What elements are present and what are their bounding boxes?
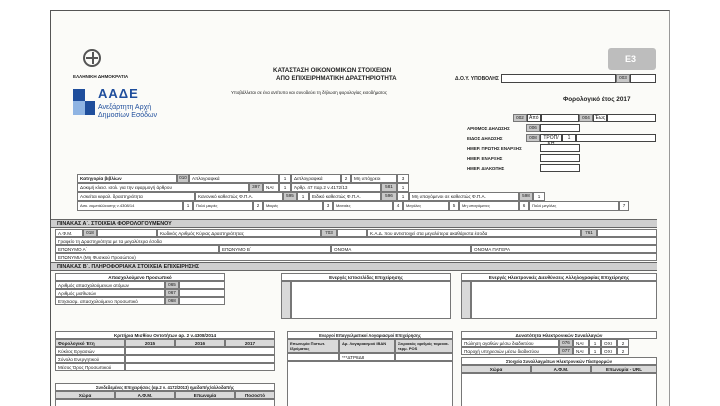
linked-title: Συνδεδεμένες Επιχειρήσεις (αρ.2 ν. 4172/2013) ημεδαπής/αλλοδαπής	[55, 383, 275, 391]
form-code-badge	[608, 48, 656, 70]
staff-row-2-code: 067	[165, 289, 179, 297]
staff-row-3-label: Ετησιασμ. απασχολούμενο προσωπικό	[55, 297, 165, 305]
staff-row-3-value[interactable]	[179, 297, 225, 305]
staff-title: Απασχολούμενο Προσωπικό	[55, 273, 225, 281]
period-to-code: 004	[579, 114, 593, 122]
books-category-label: Κατηγορία βιβλίων	[77, 174, 177, 183]
entity-size-label: Ασκ. εκμετάλλευσης ν.4308/14	[77, 201, 183, 211]
amendment-value[interactable]: 1	[562, 134, 576, 142]
bank-row-iban[interactable]: ***ΔΤΡ8Δ8	[339, 353, 395, 361]
ecommerce-services-yes: ΝΑΙ	[573, 347, 589, 355]
bank-row-institution[interactable]	[287, 353, 339, 361]
ecommerce-goods-no-check[interactable]: 2	[617, 339, 629, 347]
criteria-row-1-values[interactable]	[125, 347, 275, 355]
doy-code: 003	[616, 74, 630, 83]
surname-a[interactable]: ΕΠΩΝΥΜΟ Α΄	[55, 245, 219, 253]
emails-list[interactable]	[471, 281, 657, 319]
form-title-line-1: ΚΑΤΑΣΤΑΣΗ ΟΙΚΟΝΟΜΙΚΩΝ ΣΤΟΙΧΕΙΩΝ	[273, 67, 392, 74]
category-table	[77, 174, 639, 218]
form-subtitle: Υποβάλλεται σε ένα αντίτυπο και συνοδεύει τη δήλωση φορολογίας εισοδήματος	[231, 90, 387, 95]
platforms-head-url: Επωνυμία - URL	[591, 365, 657, 373]
platforms-title: Στοιχεία Συναλλαγμάτων Ηλεκτρονικών Πλατφορμών	[461, 357, 657, 365]
period-to-field[interactable]: Έως	[595, 115, 606, 121]
size-medium: Μεσαίες	[333, 201, 393, 211]
ecommerce-services-no-check[interactable]: 2	[617, 347, 629, 355]
form-title-line-2: ΑΠΟ ΕΠΙΧΕΙΡΗΜΑΤΙΚΗ ΔΡΑΣΤΗΡΙΟΤΗΤΑ	[276, 75, 397, 82]
declaration-type-code: 008	[526, 134, 540, 142]
vat-special-code: 596	[381, 192, 397, 201]
declaration-type-extra[interactable]	[576, 134, 656, 142]
father-name[interactable]: ΟΝΟΜΑ ΠΑΤΕΡΑ	[471, 245, 657, 253]
criteria-head-2017: 2017	[225, 339, 275, 347]
balance-test-code: 397	[249, 183, 263, 192]
greek-emblem-icon	[83, 49, 101, 67]
size-very-large: Πολύ μεγάλες	[529, 201, 619, 211]
form-e3-page	[50, 10, 670, 406]
first-name[interactable]: ΟΝΟΜΑ	[331, 245, 471, 253]
ecommerce-services-code: 077	[559, 347, 573, 355]
websites-num-col	[281, 281, 291, 319]
platforms-head-afm: Α.Φ.Μ.	[531, 365, 591, 373]
size-very-small: Πολύ μικρές	[193, 201, 253, 211]
balance-test-check[interactable]: 1	[279, 183, 291, 192]
not-obliged-check[interactable]: 3	[397, 174, 409, 183]
first-start-date-label: ΗΜΕΡ. ΠΡΩΤΗΣ ΕΝΑΡΞΗΣ	[467, 146, 522, 151]
company-name[interactable]: ΕΠΩΝΥΜΙΑ (Μη Φυσικού Προσώπου)	[55, 253, 657, 261]
declaration-number-code: 006	[526, 124, 540, 132]
aade-fullname-1: Ανεξάρτητη Αρχή	[98, 104, 152, 111]
size-none: Μη υπαγόμενες	[459, 201, 519, 211]
declaration-type-label: ΕΙΔΟΣ ΔΗΛΩΣΗΣ	[467, 136, 503, 141]
period-to-value[interactable]	[607, 114, 656, 122]
aade-fullname-2: Δημοσίων Εσόδων	[98, 112, 158, 119]
websites-list[interactable]	[291, 281, 451, 319]
linked-head-country: Χώρα	[55, 391, 115, 399]
criteria-head-2016: 2016	[175, 339, 225, 347]
branch-label: Γραφείο τη Δραστηριότητα με τα μεγαλύτερα έσοδα	[55, 237, 657, 245]
criteria-title: Κριτήρια Μισθίου Οντοτήτων αρ. 2 ν.4308/2014	[55, 331, 275, 339]
declaration-number-label: ΑΡΙΘΜΟΣ ΔΗΛΩΣΗΣ	[467, 126, 510, 131]
bank-head-iban: Αρ. Λογαριασμού IBAN	[339, 339, 395, 353]
ecommerce-goods-yes: ΝΑΙ	[573, 339, 589, 347]
amendment-label: ΤΡΟΠ/	[540, 134, 562, 142]
stop-date-label: ΗΜΕΡ. ΔΙΑΚΟΠΗΣ	[467, 166, 505, 171]
staff-row-1-code: 065	[165, 281, 179, 289]
vat-normal-code: 595	[283, 192, 297, 201]
ecommerce-goods-no: ΟΧΙ	[601, 339, 617, 347]
balance-test-label: Δοκιμή κλεισ. ισολ. για την εφαρμογή άρθρου	[77, 183, 249, 192]
form-code: Ε3	[625, 54, 637, 64]
afm-code: 018	[83, 229, 97, 237]
staff-row-1-value[interactable]	[179, 281, 225, 289]
declaration-number-field[interactable]	[540, 124, 580, 132]
section-b-header: ΠΙΝΑΚΑΣ Β΄. ΠΛΗΡΟΦΟΡΙΑΚΑ ΣΤΟΙΧΕΙΑ ΕΠΙΧΕΙΡΗΣΗΣ	[51, 262, 657, 271]
aade-logo-mark-icon	[73, 89, 95, 115]
bank-title: Ενεργοί Επαγγελματικοί Λογαριασμοί Επιχείρησης	[287, 331, 453, 339]
size-6[interactable]: 6	[519, 201, 529, 211]
emails-num-col	[461, 281, 471, 319]
ecommerce-goods-code: 076	[559, 339, 573, 347]
tax-year: Φορολογικό έτος 2017	[563, 96, 631, 103]
first-start-date-field[interactable]	[540, 144, 580, 152]
platforms-rows[interactable]	[461, 373, 657, 406]
simple-entry-check[interactable]: 1	[279, 174, 291, 183]
ecommerce-title: Δυνατότητα Ηλεκτρονικών Συναλλαγών	[461, 331, 657, 339]
balance-test-yes: ΝΑΙ	[263, 183, 279, 192]
size-4[interactable]: 4	[393, 201, 403, 211]
size-small: Μικρές	[263, 201, 323, 211]
linked-head-pct: Ποσοστό	[235, 391, 275, 399]
start-date-field[interactable]	[540, 154, 580, 162]
criteria-row-3-values[interactable]	[125, 363, 275, 371]
start-date-label: ΗΜΕΡ. ΕΝΑΡΞΗΣ	[467, 156, 503, 161]
simple-entry-label: Απλογραφικά	[189, 174, 279, 183]
ecommerce-services-label: Παροχή υπηρεσιών μέσω διαδικτύου	[461, 347, 559, 355]
doy-field[interactable]	[501, 74, 616, 83]
vat-special-check[interactable]: 1	[397, 192, 409, 201]
ecommerce-goods-yes-check[interactable]: 1	[589, 339, 601, 347]
size-7[interactable]: 7	[619, 201, 629, 211]
period-from-field[interactable]: Από	[527, 114, 541, 122]
doy-value[interactable]	[630, 74, 656, 83]
double-entry-label: Διπλογραφικά	[291, 174, 341, 183]
article-47-code: 581	[381, 183, 397, 192]
size-1[interactable]: 1	[183, 201, 193, 211]
kad-label: Κωδικός Αριθμός Κύριας Δραστηριότητας	[157, 229, 321, 237]
section-a-header: ΠΙΝΑΚΑΣ Α΄. ΣΤΟΙΧΕΙΑ ΦΟΡΟΛΟΓΟΥΜΕΝΟΥ	[51, 219, 657, 228]
criteria-row-1-label: Κύκλος Εργασιών	[55, 347, 125, 355]
size-2[interactable]: 2	[253, 201, 263, 211]
kad2-field[interactable]	[597, 229, 657, 237]
double-entry-check[interactable]: 2	[341, 174, 351, 183]
bank-head-institution: Επωνυμία Πιστωτ. Ιδρύματος	[287, 339, 339, 353]
size-large: Μεγάλες	[403, 201, 449, 211]
staff-row-1-label: Αριθμός απασχολούμενων ατόμων	[55, 281, 165, 289]
kad-field[interactable]	[337, 229, 367, 237]
bank-head-pos: Σειριακός αριθμός ταμειακ. τερμ. POS	[395, 339, 453, 353]
bank-row-pos[interactable]	[395, 353, 453, 361]
size-5[interactable]: 5	[449, 201, 459, 211]
aade-logo-text: ΑΑΔΕ	[98, 86, 139, 101]
websites-title: Ενεργές Ιστοσελίδες Επιχείρησης	[281, 273, 451, 281]
ecommerce-goods-label: Πώληση αγαθών μέσω διαδικτύου	[461, 339, 559, 347]
ecommerce-services-yes-check[interactable]: 1	[589, 347, 601, 355]
criteria-row-2-label: Σύνολο Ενεργητικού	[55, 355, 125, 363]
criteria-row-2-values[interactable]	[125, 355, 275, 363]
vat-special-label: Ειδικό καθεστώς Φ.Π.Α.	[309, 192, 381, 201]
surname-b[interactable]: ΕΠΩΝΥΜΟ Β΄	[219, 245, 331, 253]
platforms-head-country: Χώρα	[461, 365, 531, 373]
staff-row-3-code: 068	[165, 297, 179, 305]
linked-head-name: Επωνυμία	[175, 391, 235, 399]
kad2-code: 761	[581, 229, 597, 237]
vat-normal-check[interactable]: 1	[297, 192, 309, 201]
vat-none-label: Μη υπαγόμενοι σε καθεστώς Φ.Π.Α.	[409, 192, 519, 201]
criteria-head-year: Φορολογικό Έτη	[55, 339, 125, 347]
capital-activity-label: Ασκείται κεφαλ. δραστηριότητα	[77, 192, 195, 201]
criteria-row-3-label: Μέσος Όρος Προσωπικού	[55, 363, 125, 371]
republic-label: ΕΛΛΗΝΙΚΗ ΔΗΜΟΚΡΑΤΙΑ	[73, 74, 129, 79]
ecommerce-services-no: ΟΧΙ	[601, 347, 617, 355]
afm-label: Α.Φ.Μ.	[55, 229, 83, 237]
staff-row-2-value[interactable]	[179, 289, 225, 297]
not-obliged-label: Μη υπόχρεοι	[351, 174, 397, 183]
article-47-label: Άρθρ. 47 παρ.2 ν.4172/13	[291, 183, 381, 192]
criteria-head-2015: 2015	[125, 339, 175, 347]
vat-normal-label: Κανονικό καθεστώς Φ.Π.Α.	[195, 192, 283, 201]
vat-none-code: 598	[519, 192, 533, 201]
bank-rows-empty[interactable]	[287, 361, 453, 406]
kad-code: 703	[321, 229, 337, 237]
afm-field[interactable]	[97, 229, 157, 237]
books-category-code: 010	[177, 174, 189, 183]
period-from-value[interactable]	[541, 114, 579, 122]
size-3[interactable]: 3	[323, 201, 333, 211]
vat-none-check[interactable]: 1	[533, 192, 545, 201]
linked-head-afm: Α.Φ.Μ.	[115, 391, 175, 399]
stop-date-field[interactable]	[540, 164, 580, 172]
staff-row-2-label: Αριθμός μισθωτών	[55, 289, 165, 297]
emails-title: Ενεργές Ηλεκτρονικές Διευθύνσεις Αλληλογραφίας Επιχείρησης	[461, 273, 657, 281]
doy-label: Δ.Ο.Υ. ΥΠΟΒΟΛΗΣ	[455, 76, 499, 82]
period-from-code: 002	[513, 114, 527, 122]
kad2-label: Κ.Α.Δ. που αντιστοιχεί στα μεγαλύτερα ακαθάριστα έσοδα	[367, 229, 581, 237]
article-47-check[interactable]: 1	[397, 183, 409, 192]
